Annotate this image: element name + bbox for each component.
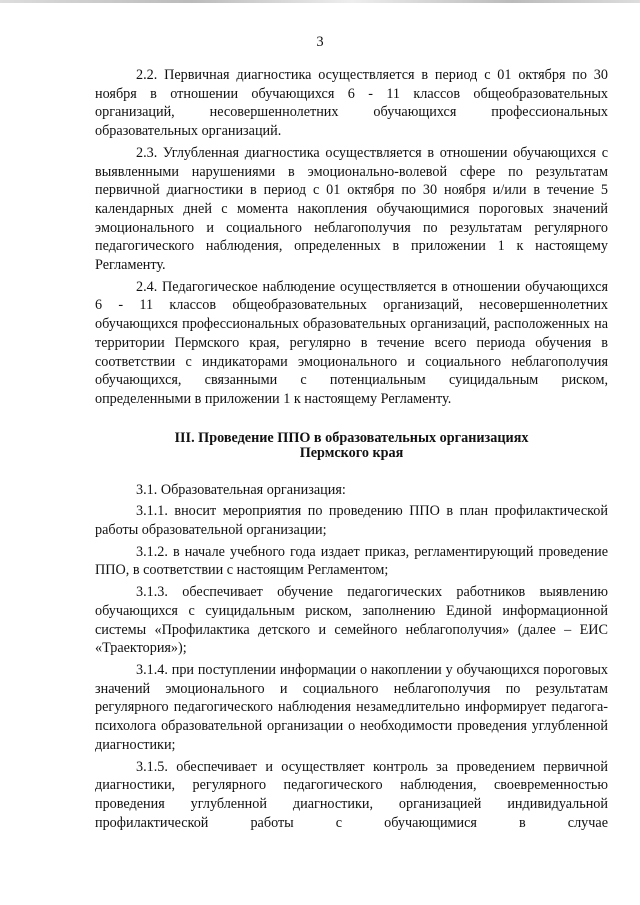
paragraph-2-4: 2.4. Педагогическое наблюдение осуществляется в отношении обучающихся 6 - 11 классов общеобразовательных организаций, несовершеннолетних обучающихся профессиональных образовательных организаций, расположенных на территории Пермского края, регулярно в течение всего периода обучения в соответствии с индикаторами эмоционального и социального неблагополучия обучающихся, связанными с потенциальным суицидальным риском, определенными в приложении 1 к настоящему Регламенту. — [95, 278, 608, 407]
paragraph-2-2: 2.2. Первичная диагностика осуществляется в период с 01 октября по 30 ноября в отношении обучающихся 6 - 11 классов общеобразовательных организаций, несовершеннолетних обучающихся профессиональных образовательных организаций. — [95, 67, 608, 140]
document-body — [95, 66, 608, 835]
section-3-heading-line-2: Пермского края — [299, 445, 404, 462]
paragraph-3-1-4: 3.1.4. при поступлении информации о накоплении у обучающихся пороговых значений эмоционального и социального неблагополучия по результатам регулярного педагогического наблюдения незамедлительно информирует педагога-психолога образовательной организации о необходимости проведения углубленной диагностики; — [95, 661, 608, 753]
section-3-heading — [95, 431, 608, 462]
paragraph-3-1-2: 3.1.2. в начале учебного года издает приказ, регламентирующий проведение ППО, в соответствии с настоящим Регламентом; — [95, 543, 608, 579]
paragraph-3-1-5: 3.1.5. обеспечивает и осуществляет контроль за проведением первичной диагностики, регулярного педагогического наблюдения, своевременностью проведения углубленной диагностики, организацией индивидуальной профилактической работы с обучающимися в случае — [95, 758, 608, 831]
paragraph-3-1: 3.1. Образовательная организация: — [136, 481, 346, 498]
paragraph-2-3: 2.3. Углубленная диагностика осуществляется в отношении обучающихся с выявленными нарушениями в эмоционально-волевой сфере по результатам первичной диагностики в период с 01 октября по 30 ноября и/или в течение 5 календарных дней с момента накопления обучающимися пороговых значений эмоционального и социального неблагополучия по результатам регулярного педагогического наблюдения, определенных в приложении 1 к настоящему Регламенту. — [95, 144, 608, 274]
section-3-heading-line-1: III. Проведение ППО в образовательных организациях — [174, 429, 529, 446]
paragraph-3-1-1: 3.1.1. вносит мероприятия по проведению ППО в план профилактической работы образовательной организации; — [95, 503, 608, 539]
paragraph-3-1-3: 3.1.3. обеспечивает обучение педагогических работников выявлению обучающихся с суицидальным риском, заполнению Единой информационной системы «Профилактика детского и семейного неблагополучия» (далее – ЕИС «Траектория»); — [95, 584, 608, 657]
page-number: 3 — [316, 34, 324, 50]
scan-top-edge — [0, 0, 640, 3]
